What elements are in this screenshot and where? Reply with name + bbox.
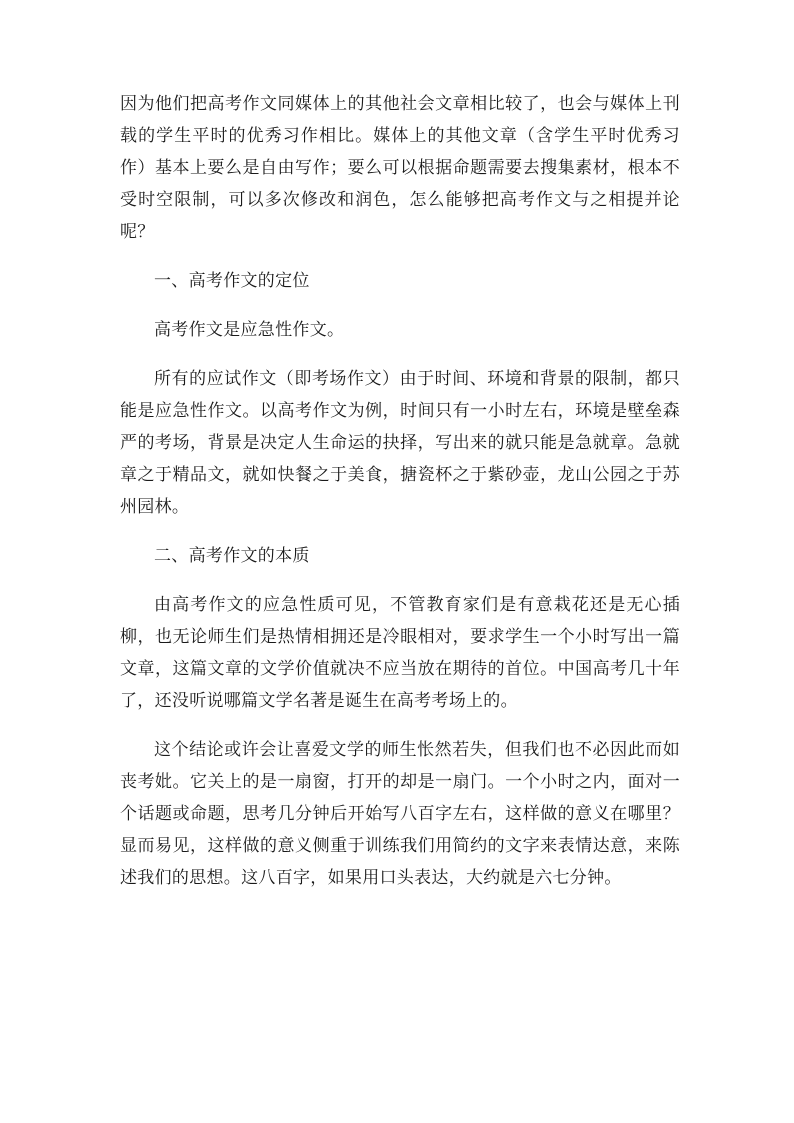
paragraph-intro: 因为他们把高考作文同媒体上的其他社会文章相比较了，也会与媒体上刊载的学生平时的优秀习作相比。媒体上的其他文章（含学生平时优秀习作）基本上要么是自由写作；要么可以根据命题需要去搜集素材，根本不受时空限制，可以多次修改和润色，怎么能够把高考作文与之相提并论呢？ [120, 94, 680, 242]
document-page [120, 88, 680, 894]
paragraph-thesis: 高考作文是应急性作文。 [154, 320, 345, 340]
section-heading-positioning: 一、高考作文的定位 [154, 271, 310, 291]
paragraph-essence: 由高考作文的应急性质可见，不管教育家们是有意栽花还是无心插柳，也无论师生们是热情相拥还是冷眼相对，要求学生一个小时写出一篇文章，这篇文章的文学价值就决不应当放在期待的首位。中国高考几十年了，还没听说哪篇文学名著是诞生在高考考场上的。 [120, 595, 680, 711]
paragraph-exam-writing: 所有的应试作文（即考场作文）由于时间、环境和背景的限制，都只能是应急性作文。以高考作文为例，时间只有一小时左右，环境是壁垒森严的考场，背景是决定人生命运的抉择，写出来的就只能是急就章。急就章之于精品文，就如快餐之于美食，搪瓷杯之于紫砂壶，龙山公园之于苏州园林。 [120, 369, 680, 517]
section-heading-essence: 二、高考作文的本质 [154, 546, 310, 566]
paragraph-conclusion: 这个结论或许会让喜爱文学的师生怅然若失，但我们也不必因此而如丧考妣。它关上的是一扇窗，打开的却是一扇门。一个小时之内，面对一个话题或命题，思考几分钟后开始写八百字左右，这样做的意义在哪里？显而易见，这样做的意义侧重于训练我们用简约的文字来表情达意，来陈述我们的思想。这八百字，如果用口头表达，大约就是六七分钟。 [120, 740, 680, 888]
